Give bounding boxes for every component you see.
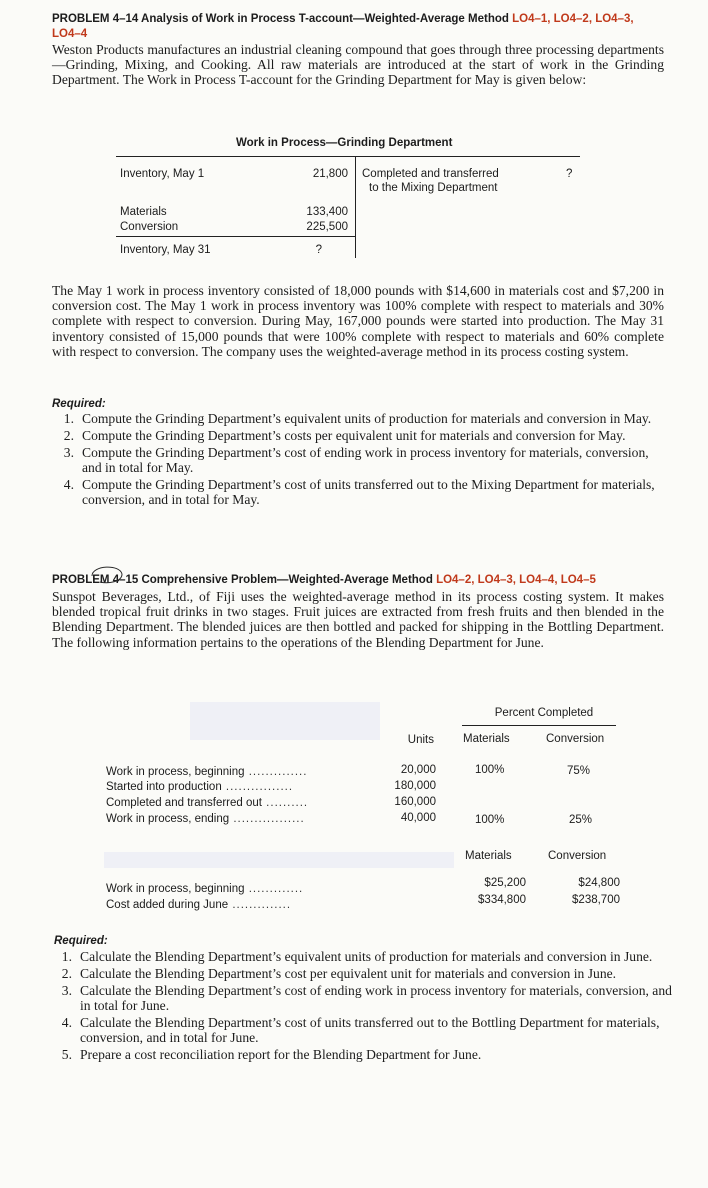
row-units: 160,000 bbox=[394, 796, 436, 808]
taccount-subtotal-rule bbox=[116, 236, 355, 237]
taccount-materials-label: Materials bbox=[120, 206, 167, 218]
list-item bbox=[50, 428, 662, 443]
item-number: 2. bbox=[63, 428, 74, 443]
materials-column-header: Materials bbox=[463, 733, 510, 745]
taccount-inv-may31-value: ? bbox=[315, 244, 322, 256]
row-conversion-pct: 25% bbox=[569, 814, 593, 826]
problem-4-14-learning-objectives: LO4–1, LO4–2, LO4–3, LO4–4 bbox=[52, 13, 634, 40]
item-number: 3. bbox=[61, 983, 72, 998]
row-units: 180,000 bbox=[394, 780, 436, 792]
conversion-column-header: Conversion bbox=[546, 733, 605, 745]
row-conversion-cost: $24,800 bbox=[578, 877, 620, 889]
leader-dots: ................. bbox=[229, 813, 305, 825]
taccount-inv-may31-label: Inventory, May 31 bbox=[120, 244, 211, 256]
problem-4-14-title-text: PROBLEM 4–14 Analysis of Work in Process T-account—Weighted-Average Method bbox=[52, 13, 509, 25]
pen-circle-mark bbox=[86, 562, 126, 588]
leader-dots: .......... bbox=[261, 797, 309, 809]
problem-4-15-required-list bbox=[48, 949, 678, 1064]
item-text: Calculate the Blending Department’s cost per equivalent unit for materials and conversion in June. bbox=[80, 966, 617, 981]
taccount-completed-label-2: to the Mixing Department bbox=[369, 182, 498, 194]
problem-4-14-body: The May 1 work in process inventory consisted of 18,000 pounds with $14,600 in materials cost and $7,200 in conversion cost. The May 1 work in process inventory was 100% complete with respect to materials and 30% complete with respect to conversion. During May, 167,000 pounds were started into production. The May 31 inventory consisted of 15,000 pounds that were 100% complete with respect to materials and 60% complete with respect to conversion. The company uses the weighted-average method in its process costing system. bbox=[52, 283, 664, 359]
list-item bbox=[50, 411, 662, 426]
list-item bbox=[48, 949, 678, 964]
units-column-header: Units bbox=[407, 734, 434, 746]
list-item bbox=[48, 1015, 678, 1045]
list-item bbox=[50, 445, 662, 475]
item-text: Compute the Grinding Department’s costs per equivalent unit for materials and conversion for May. bbox=[82, 428, 626, 443]
taccount-materials-value: 133,400 bbox=[306, 206, 348, 218]
row-conversion-cost: $238,700 bbox=[572, 894, 620, 906]
cost-conversion-header: Conversion bbox=[548, 850, 607, 862]
list-item bbox=[48, 966, 678, 981]
problem-4-15-learning-objectives: LO4–2, LO4–3, LO4–4, LO4–5 bbox=[436, 574, 596, 586]
taccount-conversion-value: 225,500 bbox=[306, 221, 348, 233]
taccount-inv-may1-label: Inventory, May 1 bbox=[120, 168, 205, 180]
item-text: Prepare a cost reconciliation report for the Blending Department for June. bbox=[80, 1047, 482, 1062]
row-label: Started into production bbox=[106, 781, 222, 793]
taccount-title: Work in Process—Grinding Department bbox=[236, 137, 453, 149]
row-units: 20,000 bbox=[400, 764, 436, 776]
problem-4-14-required-label: Required: bbox=[52, 398, 106, 410]
row-conversion-pct: 75% bbox=[567, 765, 591, 777]
taccount-top-rule bbox=[116, 156, 580, 157]
problem-4-14-required-list bbox=[50, 411, 662, 509]
list-item bbox=[50, 477, 662, 507]
row-label: Work in process, ending bbox=[106, 813, 230, 825]
watermark-band bbox=[104, 852, 454, 868]
row-label: Completed and transferred out bbox=[106, 797, 262, 809]
percent-completed-header: Percent Completed bbox=[494, 707, 594, 719]
list-item bbox=[48, 983, 678, 1013]
taccount-completed-value: ? bbox=[566, 168, 573, 180]
taccount-center-rule bbox=[355, 156, 356, 258]
taccount-completed-label-1: Completed and transferred bbox=[362, 168, 499, 180]
item-number: 4. bbox=[63, 477, 74, 492]
row-materials-pct: 100% bbox=[475, 764, 505, 776]
item-text: Compute the Grinding Department’s cost of ending work in process inventory for materials, conversion, and in total for May. bbox=[82, 445, 649, 475]
leader-dots: ............. bbox=[244, 883, 304, 895]
item-number: 1. bbox=[61, 949, 72, 964]
leader-dots: .............. bbox=[228, 899, 292, 911]
item-text: Calculate the Blending Department’s cost of ending work in process inventory for materials, conversion, and in total for June. bbox=[80, 983, 672, 1013]
item-number: 3. bbox=[63, 445, 74, 460]
item-number: 5. bbox=[61, 1047, 72, 1062]
row-materials-cost: $334,800 bbox=[478, 894, 526, 906]
row-label: Work in process, beginning bbox=[106, 883, 245, 895]
problem-4-15-required-label: Required: bbox=[54, 935, 108, 947]
problem-4-14-title bbox=[52, 12, 662, 42]
item-number: 1. bbox=[63, 411, 74, 426]
problem-4-14-intro: Weston Products manufactures an industrial cleaning compound that goes through three processing departments—Grinding, Mixing, and Cooking. All raw materials are introduced at the start of work in the Grinding Department. The Work in Process T-account for the Grinding Department for May is given below: bbox=[52, 42, 664, 88]
item-text: Compute the Grinding Department’s cost of units transferred out to the Mixing Department for materials, conversion, and in total for May. bbox=[82, 477, 655, 507]
watermark-band bbox=[190, 702, 380, 740]
taccount-conversion-label: Conversion bbox=[120, 221, 179, 233]
row-materials-cost: $25,200 bbox=[484, 877, 526, 889]
problem-4-15-title-text: PROBLEM 4–15 Comprehensive Problem—Weighted-Average Method bbox=[52, 574, 433, 586]
item-number: 2. bbox=[61, 966, 72, 981]
item-text: Calculate the Blending Department’s equivalent units of production for materials and conversion in June. bbox=[80, 949, 653, 964]
leader-dots: .............. bbox=[244, 766, 308, 778]
item-number: 4. bbox=[61, 1015, 72, 1030]
list-item bbox=[48, 1047, 678, 1062]
problem-4-15-intro: Sunspot Beverages, Ltd., of Fiji uses the weighted-average method in its process costing system. It makes blended tropical fruit drinks in two stages. Fruit juices are extracted from fresh fruits and then blended in the Blending Department. The blended juices are then bottled and packed for shipping in the Bottling Department. The following information pertains to the operations of the Blending Department for June. bbox=[52, 589, 664, 650]
row-materials-pct: 100% bbox=[475, 814, 505, 826]
cost-materials-header: Materials bbox=[465, 850, 512, 862]
taccount-inv-may1-value: 21,800 bbox=[312, 168, 348, 180]
row-label: Work in process, beginning bbox=[106, 766, 245, 778]
row-label: Cost added during June bbox=[106, 899, 229, 911]
item-text: Calculate the Blending Department’s cost of units transferred out to the Bottling Department for materials, conversion, and in total for June. bbox=[80, 1015, 660, 1045]
problem-4-15-title bbox=[52, 573, 662, 588]
percent-completed-rule bbox=[462, 725, 616, 726]
leader-dots: ................ bbox=[221, 781, 294, 793]
item-text: Compute the Grinding Department’s equivalent units of production for materials and conversion in May. bbox=[82, 411, 652, 426]
row-units: 40,000 bbox=[400, 812, 436, 824]
